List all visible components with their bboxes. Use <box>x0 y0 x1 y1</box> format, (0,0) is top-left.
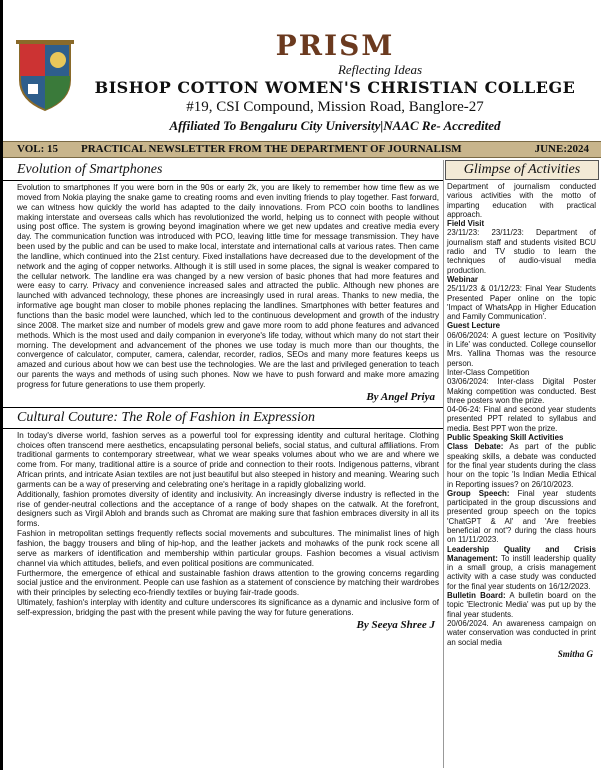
article2-paragraph: Ultimately, fashion's interplay with identity and culture underscores its significance as a dynamic and inclusive form of self-expression, bridging the past with the present while paving the way for future generations. <box>17 598 439 617</box>
main-column <box>3 160 443 768</box>
volume-label: VOL: 15 <box>17 143 59 155</box>
public-speaking-title: Public Speaking Skill Activities <box>447 433 564 443</box>
inter-class-text-2: 04-06-24: Final and second year students presented PPT related to syllabus and media. Best PPT won the prize. <box>447 405 596 433</box>
article2-body <box>3 429 443 618</box>
bulletin-board-label: Bulletin Board: <box>447 591 506 601</box>
inter-class-text-1: 03/06/2024: Inter-class Digital Poster Making competition was conducted. Best three posters won the prize. <box>447 377 596 405</box>
article2-byline: By Seeya Shree J <box>356 618 435 631</box>
masthead <box>85 30 585 134</box>
leadership-label: Leadership Quality and Crisis Management: <box>447 544 596 563</box>
sidebar-intro: Department of journalism conducted various activities with the motto of imparting education with practical approach. <box>447 182 596 219</box>
article2-heading: Cultural Couture: The Role of Fashion in Expression <box>3 407 443 429</box>
bulletin-board-text: A bulletin board on the topic 'Electronic Media' was put up by the final year students. <box>447 591 596 619</box>
issue-band <box>3 141 601 158</box>
issue-title: PRACTICAL NEWSLETTER FROM THE DEPARTMENT OF JOURNALISM <box>81 143 462 155</box>
group-speech-label: Group Speech: <box>447 488 510 498</box>
group-speech-text: Final year students participated in the group discussions and presented group speech on the topics 'ChatGPT & AI' and 'Are freebies beneficial or not'? during the class hours on 11/11/2023. <box>447 488 596 545</box>
sidebar-byline: Smitha G <box>557 648 593 659</box>
sidebar-column <box>445 160 599 768</box>
column-divider <box>443 160 444 768</box>
college-crest-logo <box>14 36 76 114</box>
leadership-text: To instill leadership quality in a small group, a crisis management activity with a case study was conducted for the final year students on 16/12/2023. <box>447 553 596 591</box>
affiliation: Affiliated To Bengaluru City University|NAAC Re- Accredited <box>169 118 501 133</box>
article2-paragraph: Furthermore, the emergence of ethical and sustainable fashion draws attention to the growing concerns regarding social justice and the environment. People can use fashion as a statement of conscience by matching their wardrobes with their principles by selecting eco-friendly textiles or buying fair-trade goods. <box>17 568 439 598</box>
tagline: Reflecting Ideas <box>337 62 423 77</box>
guest-lecture-text: 06/06/2024: A guest lecture on 'Positivity in Life' was conducted. College counsellor Mrs. Yallina Thomas was the resource person. <box>447 330 596 368</box>
guest-lecture-title: Guest Lecture <box>447 321 501 331</box>
article1-heading: Evolution of Smartphones <box>3 160 443 181</box>
class-debate-text: As part of the public speaking skills, a debate was conducted for the final year students during the class hour on the topic 'Is Indian Media Ethical in Reporting issues? on 26/10/2023. <box>447 442 596 489</box>
article1-byline: By Angel Priya <box>366 390 435 403</box>
college-address: #19, CSI Compound, Mission Road, Banglore-27 <box>186 99 484 115</box>
article1-body: Evolution to smartphones If you were born in the 90s or early 2k, you are likely to remember how time flew as we moved from Nokia playing the snake game to creating rooms and even inviting friends to play together. Fast forward, we can witness how quickly the world has adapted to the daily innovations. From PCO coin booths to landlines making interstate and overseas calls which has revolutionized the world, helping us to connect with people without using post office. The system is growing beyond imagination where we get new updates and creative media every day. The communication function was introduced with PCO, leaving little time for message transmission. They have been used by the public and can be used to make local, interstate and international calls at various rates. Then came the landline, which continued into the 21st century. Fixed installations have decreased due to the development of the network and the aging of copper networks. Although it is still used in some places, the signal is weaker compared to the cellular network. The landline era was changed by a new version of basic phones that had more features and were easy to carry. Privacy and convenience increased sales and attracted the public. Although new phones are launched with advanced technology, these phones are increasingly used in rural areas. Thanks to new media, the informative age bought man closer to mobile phones replacing the landlines. Smartphones with better features and functions than the basic model were launched, which led to the continuous development and growth of the industry since 2008. The market size and number of models grew and gave more room to add phone features and advanced methods. Which is the most used and daily companion in everyone's life today, without which many do not start their morning. The development and advancement of the phones we use today is much more than our thoughts, the convergence of calculator, computer, camera, calendar, recorder, radios, SEOs and many more features keeps us amazed and curious about how we can best use the technologies. We are the last and privileged generation to teach our parents the ways and methods of using such phones. Now we have to push forward and make more amazing progress for future generations to use them properly. <box>17 183 439 389</box>
webinar-text: 25/11/23 & 01/12/23: Final Year Students Presented Paper online on the topic 'Impact of WhatsApp in Higher Education and Family Communication'. <box>447 284 596 322</box>
college-name: BISHOP COTTON WOMEN'S CHRISTIAN COLLEGE <box>94 78 576 97</box>
class-debate-label: Class Debate: <box>447 442 504 452</box>
sidebar-heading: Glimpse of Activities <box>445 160 599 180</box>
sidebar-body <box>445 180 599 647</box>
field-visit-title: Field Visit <box>447 219 485 229</box>
article2-paragraph: Additionally, fashion promotes diversity of identity and inclusivity. An increasingly diverse industry is reflected in the rise of gender-neutral collections and the acceptance of a range of body shapes on the catwalk. At the forefront, designers such as Virgil Abloh and brands such as Chromat are making sure that fashion embraces diversity in all its forms. <box>17 489 439 529</box>
issue-date: JUNE:2024 <box>534 143 589 155</box>
article2-paragraph: Fashion in metropolitan settings frequently reflects social movements and subcultures. The minimalist lines of high fashion, the baggy trousers and bling of hip-hop, and the leather jackets and mohawks of the punk rock scene all serve as markers of identification and membership within particular groups. Fashion becomes a visual activism channel via which attitudes, beliefs, and even political positions are communicated. <box>17 529 439 568</box>
article2-paragraph: In today's diverse world, fashion serves as a powerful tool for expressing identity and cultural heritage. Clothing choices often transcend mere aesthetics, encapsulating personal beliefs, social status, and cultural affiliations. From traditional garments to contemporary streetwear, what we wear speaks volumes about who we are and where we come from. For many, traditional attire is a source of pride and connection to their roots. Indigenous patterns, vibrant African prints, and intricate Asian textiles are not just beautiful but also steeped in history and meaning. Wearing such garments can be a way of preserving and celebrating one's heritage in a rapidly globalizing world. <box>17 430 439 489</box>
webinar-title: Webinar <box>447 274 478 284</box>
field-visit-text: 23/11/23: 23/11/23: Department of journalism staff and students visited BCU radio and TV studio to learn the techniques of audio-visual media production. <box>447 228 596 275</box>
awareness-text: 20/06/2024. An awareness campaign on water conservation was conducted in print an social media <box>447 618 596 647</box>
newsletter-title: PRISM <box>275 29 395 62</box>
inter-class-title: Inter-Class Competition <box>447 367 530 377</box>
